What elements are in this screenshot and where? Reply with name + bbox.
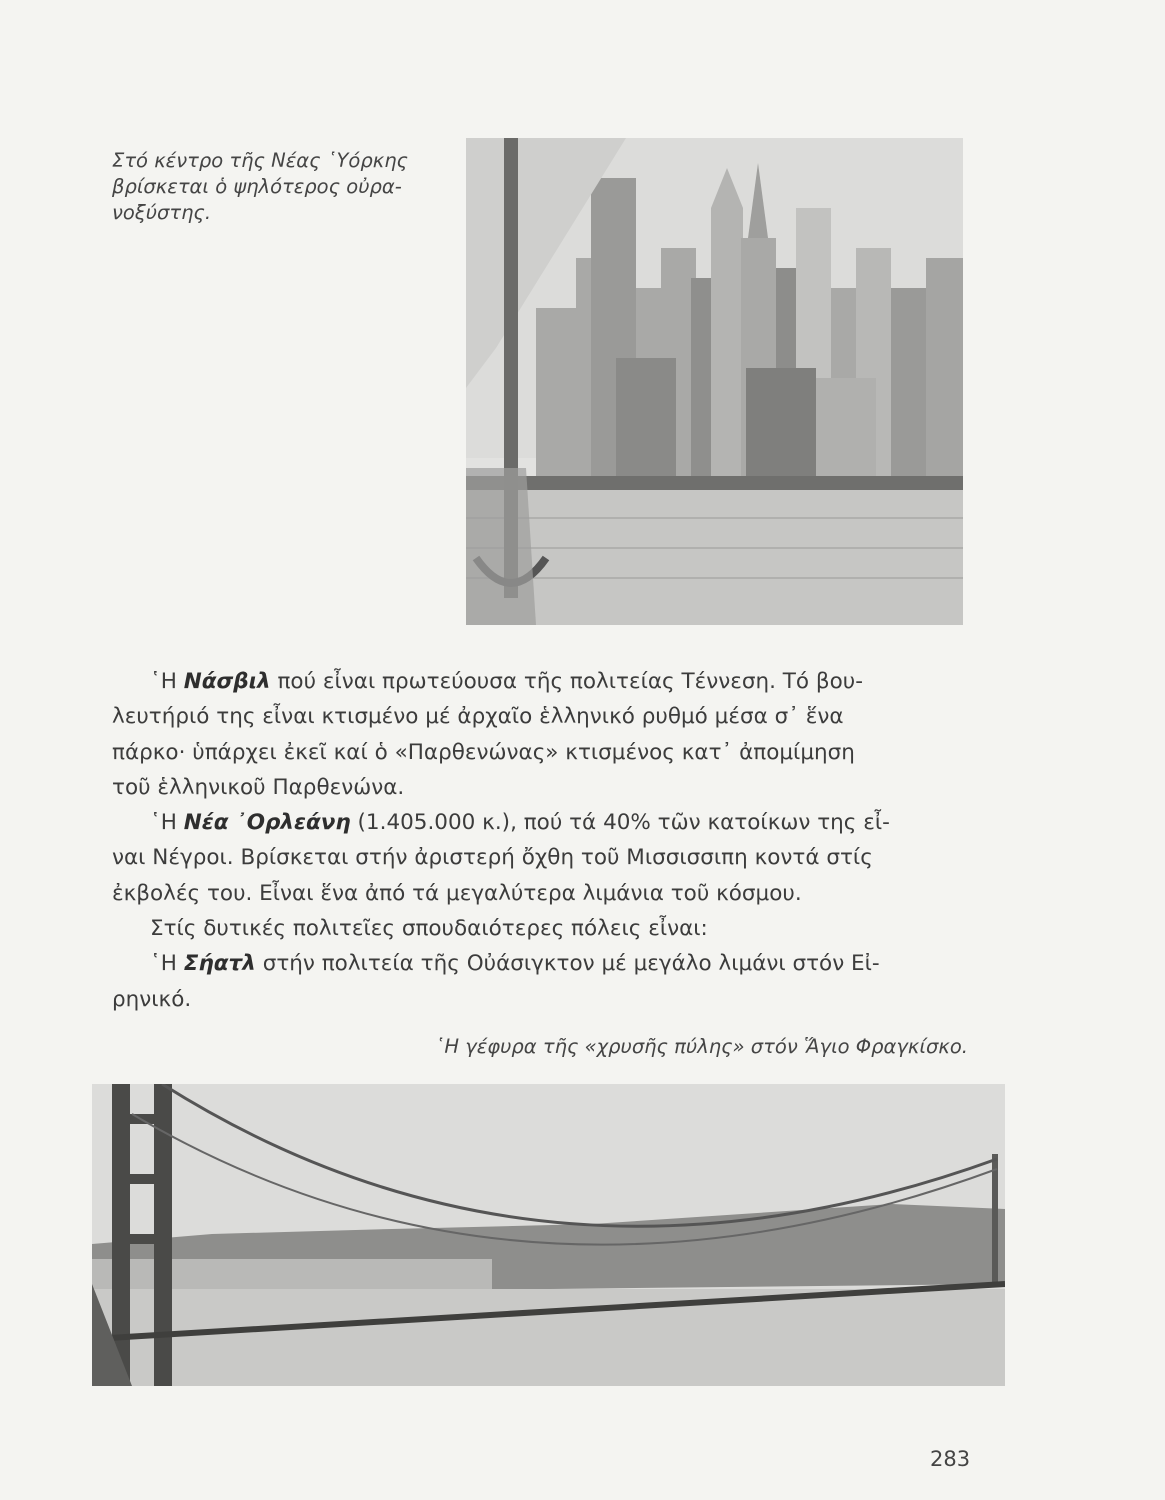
- golden-gate-caption: ῾Η γέφυρα τῆς «χρυσῆς πύλης» στόν Ἅγιο Φραγκίσκο.: [434, 1035, 968, 1058]
- paragraph-new-orleans: [112, 805, 972, 840]
- body-text: [112, 664, 972, 1017]
- skyline-illustration: [466, 138, 963, 625]
- place-name-seattle: Σήατλ: [183, 951, 256, 977]
- text-run: ῾Η: [150, 810, 184, 836]
- text-line: πάρκο· ὑπάρχει ἐκεῖ καί ὁ «Παρθενώνας» κτισμένος κατ᾽ ἀπομίμηση: [112, 739, 855, 765]
- caption-line: βρίσκεται ὁ ψηλότερος οὐρα-: [112, 175, 402, 198]
- paragraph-western-states: Στίς δυτικές πολιτεῖες σπουδαιότερες πόλεις εἶναι:: [150, 916, 708, 942]
- text-line: ρηνικό.: [112, 986, 192, 1012]
- place-name-new-orleans: Νέα ᾿Ορλεάνη: [183, 810, 351, 836]
- paragraph-nashville: [112, 664, 972, 699]
- new-york-skyline-photo: [466, 138, 963, 625]
- paragraph-seattle: [112, 946, 972, 981]
- text-line: ἐκβολές του. Εἶναι ἕνα ἀπό τά μεγαλύτερα λιμάνια τοῦ κόσμου.: [112, 880, 802, 906]
- text-run: (1.405.000 κ.), πού τά 40% τῶν κατοίκων της εἶ-: [350, 810, 890, 836]
- new-york-caption: [112, 148, 447, 226]
- place-name-nashville: Νάσβιλ: [183, 669, 271, 694]
- golden-gate-bridge-photo: [92, 1084, 1005, 1386]
- text-run: ῾Η: [150, 951, 184, 977]
- page-number: 283: [930, 1447, 971, 1471]
- caption-line: νοξύστης.: [112, 201, 212, 224]
- text-run: πού εἶναι πρωτεύουσα τῆς πολιτείας Τέννεση. Τό βου-: [270, 669, 863, 694]
- bridge-illustration: [92, 1084, 1005, 1386]
- text-line: λευτήριό της εἶναι κτισμένο μέ ἀρχαῖο ἑλληνικό ρυθμό μέσα σ᾽ ἕνα: [112, 704, 844, 730]
- text-run: ῾Η: [150, 669, 184, 694]
- caption-line: Στό κέντρο τῆς Νέας ῾Υόρκης: [112, 149, 408, 172]
- text-run: στήν πολιτεία τῆς Οὐάσιγκτον μέ μεγάλο λιμάνι στόν Εἰ-: [255, 951, 880, 977]
- text-line: τοῦ ἑλληνικοῦ Παρθενώνα.: [112, 774, 405, 800]
- text-line: ναι Νέγροι. Βρίσκεται στήν ἀριστερή ὄχθη τοῦ Μισσισσιπη κοντά στίς: [112, 845, 873, 871]
